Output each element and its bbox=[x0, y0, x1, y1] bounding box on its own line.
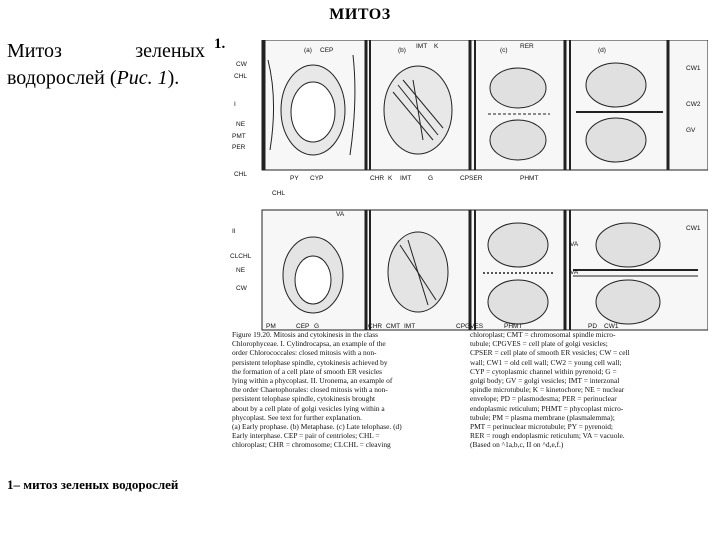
label-phmt-2: PHMT bbox=[504, 323, 523, 330]
caption-left-column bbox=[232, 330, 464, 450]
label-imt-3: IMT bbox=[404, 323, 416, 330]
label-cw1-3: CW1 bbox=[604, 323, 619, 330]
caption-line: RER = rough endoplasmic reticulum; VA = vacuole. bbox=[470, 431, 625, 441]
caption-line: tubule; PM = plasma membrane (plasmalemma); bbox=[470, 412, 615, 422]
caption-line: the formation of a cell plate of smooth ER vesicles bbox=[232, 366, 383, 376]
intro-end: ). bbox=[167, 67, 180, 89]
panel-letter-c: (c) bbox=[500, 47, 508, 54]
label-ne: NE bbox=[236, 121, 246, 128]
label-cpser: CPSER bbox=[460, 175, 483, 182]
intro-figure-ref: Рис. 1 bbox=[116, 67, 168, 89]
label-per: PER bbox=[232, 144, 246, 151]
label-gv: GV bbox=[686, 127, 696, 134]
caption-line: envelope; PD = plasmodesma; PER = perinuclear bbox=[470, 394, 617, 404]
label-cw2: CW2 bbox=[686, 101, 701, 108]
label-phmt: PHMT bbox=[520, 175, 539, 182]
label-k: K bbox=[434, 43, 439, 50]
caption-line: Chlorophyceae. I. Cylindrocapsa, an example of the bbox=[232, 339, 386, 349]
caption-line: persistent telophase spindle, cytokinesis achieved by bbox=[232, 357, 388, 367]
panel-letter-d: (d) bbox=[598, 47, 606, 54]
caption-line: (a) Early prophase. (b) Metaphase. (c) Late telophase. (d) bbox=[232, 422, 402, 432]
label-va-2: VA bbox=[570, 241, 579, 248]
caption-line: Early interphase. CEP = pair of centrioles; CHL = bbox=[232, 431, 380, 441]
bottom-caption: 1– митоз зеленых водорослей bbox=[7, 477, 179, 492]
slide-title: МИТОЗ bbox=[329, 6, 391, 23]
label-cyp: CYP bbox=[310, 175, 324, 182]
label-pm: PM bbox=[266, 323, 276, 330]
label-imt: IMT bbox=[416, 43, 428, 50]
caption-right-column bbox=[470, 330, 702, 450]
label-g-2: G bbox=[314, 323, 320, 330]
label-roman-ii: II bbox=[232, 228, 236, 235]
caption-line: CYP = cytoplasmic channel within pyrenoid; G = bbox=[470, 366, 617, 376]
label-chr: CHR bbox=[370, 175, 385, 182]
caption-line: PMT = perinuclear microtubule; PY = pyrenoid; bbox=[470, 422, 613, 432]
caption-line: about by a cell plate of golgi vesicles lying within a bbox=[232, 403, 385, 413]
label-imt-2: IMT bbox=[400, 175, 412, 182]
label-pd: PD bbox=[588, 323, 598, 330]
intro-text bbox=[7, 38, 205, 92]
label-g: G bbox=[428, 175, 434, 182]
caption-line: persistent telophase spindle, cytokinesis brought bbox=[232, 394, 376, 404]
label-clchl: CLCHL bbox=[230, 253, 252, 260]
label-cw1: CW1 bbox=[686, 65, 701, 72]
caption-line: golgi body; GV = golgi vesicles; IMT = interzonal bbox=[470, 376, 620, 386]
caption-line: endoplasmic reticulum; PHMT = phycoplast micro- bbox=[470, 403, 624, 413]
figure-caption bbox=[228, 330, 698, 493]
label-rer: RER bbox=[520, 43, 534, 50]
caption-line: (Based on ^1a,b,c, II on ^d,e,f.) bbox=[470, 440, 564, 450]
caption-line: chloroplast; CHR = chromosome; CLCHL = cleaving bbox=[232, 440, 391, 450]
caption-line: tubule; CPGVES = cell plate of golgi vesicles; bbox=[470, 339, 608, 349]
label-pmt: PMT bbox=[232, 133, 246, 140]
label-chl-3: CHL bbox=[272, 190, 286, 197]
label-cw-2: CW bbox=[236, 285, 247, 292]
label-cpgves: CPGVES bbox=[456, 323, 484, 330]
label-chr-2: CHR bbox=[368, 323, 383, 330]
label-cmt: CMT bbox=[386, 323, 401, 330]
label-chl: CHL bbox=[234, 73, 248, 80]
caption-line: order Chlorococcales: closed mitosis with a non- bbox=[232, 348, 377, 358]
caption-line: phycoplast. See text for further explanation. bbox=[232, 412, 362, 422]
label-cep-2: CEP bbox=[296, 323, 310, 330]
caption-line: chloroplast; CMT = chromosomal spindle micro- bbox=[470, 330, 616, 339]
label-roman-i: I bbox=[234, 101, 236, 108]
caption-line: the order Chaetophorales: closed mitosis with a non- bbox=[232, 385, 388, 395]
label-ne-2: NE bbox=[236, 267, 246, 274]
label-k-2: K bbox=[388, 175, 393, 182]
label-cw1-2: CW1 bbox=[686, 225, 701, 232]
caption-line: wall; CW1 = old cell wall; CW2 = young cell wall; bbox=[470, 357, 622, 367]
intro-main: Митоз зеленых водорослей ( bbox=[7, 40, 205, 89]
caption-line: lying within a phycoplast. II. Uronema, an example of bbox=[232, 376, 393, 386]
panel-letter-a: (a) bbox=[304, 47, 312, 54]
caption-line: spindle microtubule; K = kinetochore; NE = nuclear bbox=[470, 385, 625, 395]
label-va: VA bbox=[336, 211, 345, 218]
label-py: PY bbox=[290, 175, 299, 182]
label-cw: CW bbox=[236, 61, 247, 68]
label-cep: CEP bbox=[320, 47, 334, 54]
label-va-3: VA bbox=[570, 269, 579, 276]
caption-line: Figure 19.20. Mitosis and cytokinesis in the class bbox=[232, 330, 378, 339]
label-chl-2: CHL bbox=[234, 171, 248, 178]
caption-line: CPSER = cell plate of smooth ER vesicles; CW = cell bbox=[470, 348, 630, 358]
panel-letter-b: (b) bbox=[398, 47, 406, 54]
figure-number: 1. bbox=[214, 36, 226, 52]
